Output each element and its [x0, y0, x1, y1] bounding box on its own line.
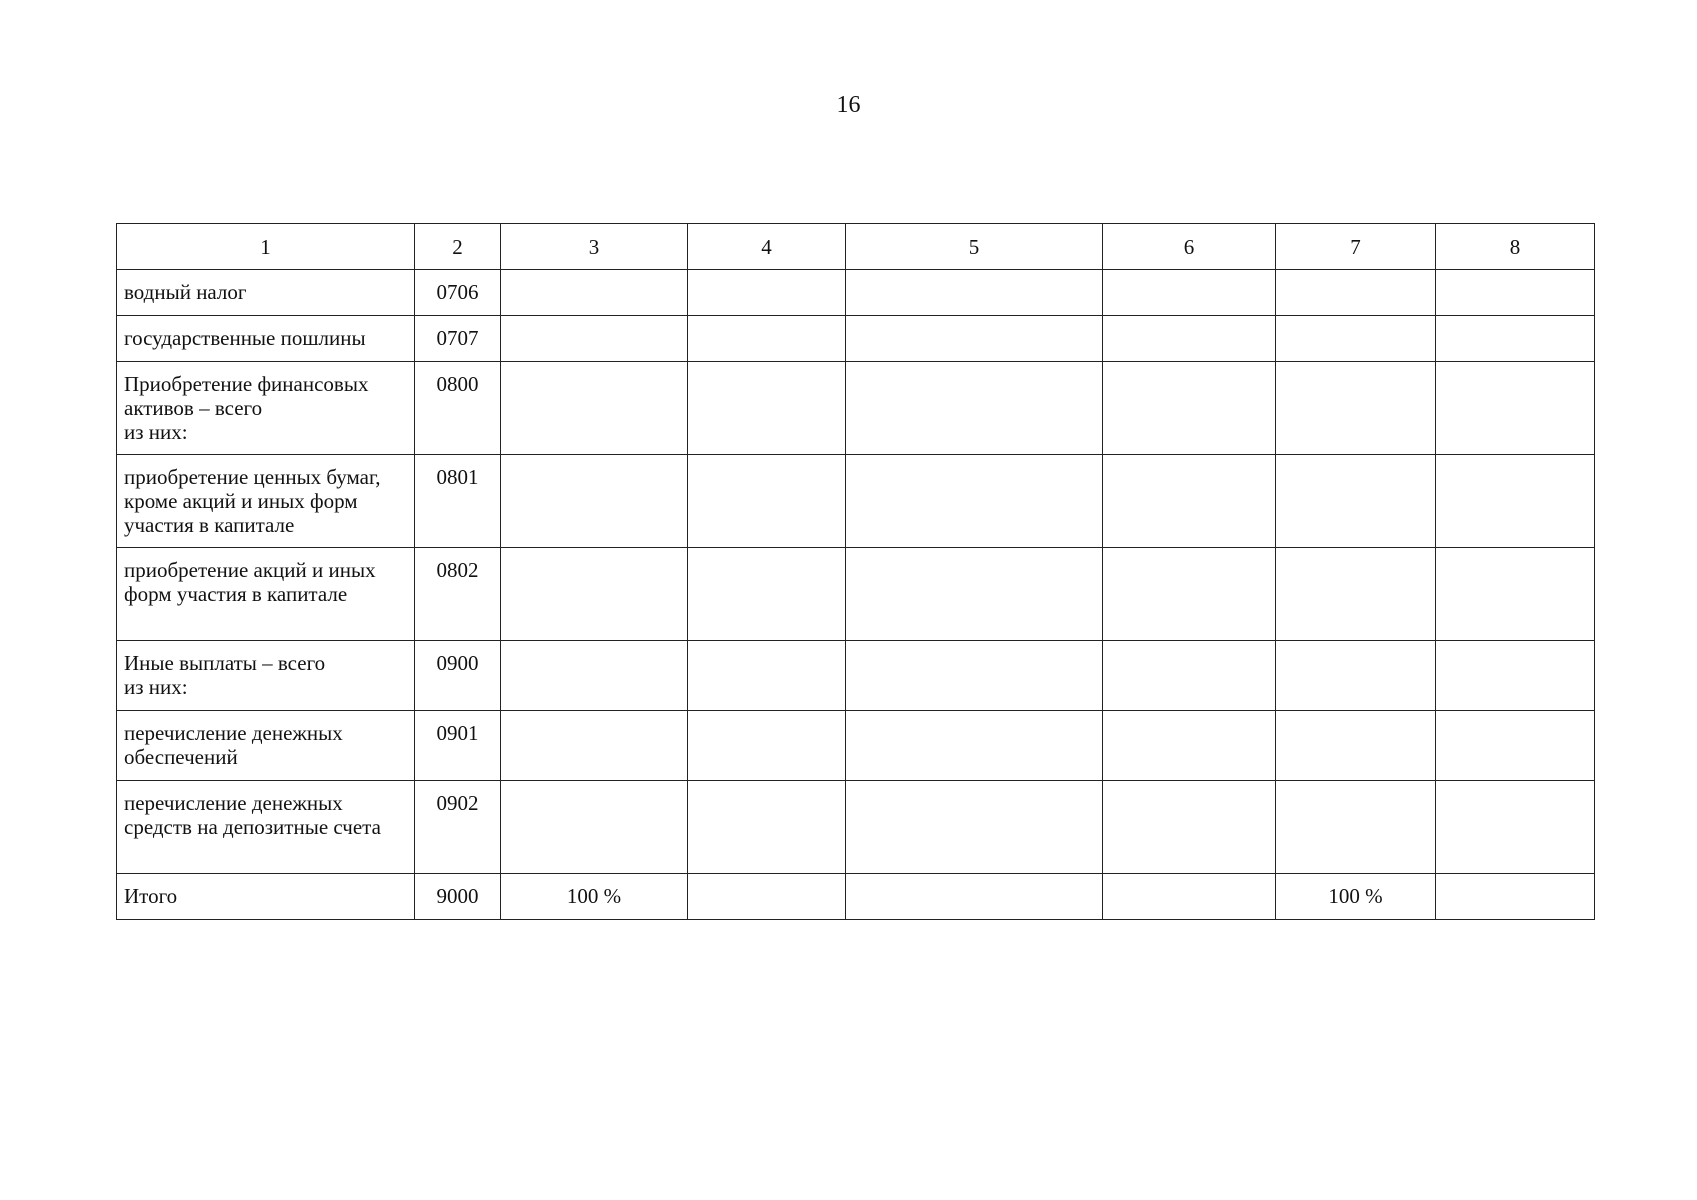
row-label: Приобретение финансовых активов – всего из них: [117, 362, 415, 455]
row-code: 0800 [415, 362, 501, 455]
row-code: 0801 [415, 455, 501, 548]
value-cell: 100 % [1276, 874, 1436, 920]
column-number: 2 [415, 224, 501, 270]
table-row [117, 362, 1595, 455]
value-cell [688, 548, 846, 641]
value-cell [1103, 316, 1276, 362]
table-row [117, 455, 1595, 548]
value-cell [1436, 548, 1595, 641]
table-row [117, 270, 1595, 316]
value-cell [1276, 711, 1436, 781]
row-label: перечисление денежных обеспечений [117, 711, 415, 781]
value-cell [1276, 362, 1436, 455]
value-cell [1103, 455, 1276, 548]
value-cell [1103, 548, 1276, 641]
row-code: 0707 [415, 316, 501, 362]
column-number: 6 [1103, 224, 1276, 270]
value-cell [688, 362, 846, 455]
column-number: 4 [688, 224, 846, 270]
value-cell [501, 362, 688, 455]
value-cell [1276, 548, 1436, 641]
row-label: Иные выплаты – всего из них: [117, 641, 415, 711]
row-label: водный налог [117, 270, 415, 316]
column-number: 5 [846, 224, 1103, 270]
value-cell: 100 % [501, 874, 688, 920]
value-cell [688, 641, 846, 711]
column-number: 7 [1276, 224, 1436, 270]
table-row [117, 781, 1595, 874]
value-cell [846, 641, 1103, 711]
value-cell [1103, 641, 1276, 711]
value-cell [1103, 270, 1276, 316]
value-cell [688, 781, 846, 874]
value-cell [501, 548, 688, 641]
value-cell [688, 270, 846, 316]
value-cell [1436, 455, 1595, 548]
table-row [117, 874, 1595, 920]
value-cell [1436, 362, 1595, 455]
value-cell [846, 548, 1103, 641]
value-cell [846, 711, 1103, 781]
value-cell [1436, 316, 1595, 362]
report-table [116, 223, 1595, 920]
value-cell [1276, 641, 1436, 711]
value-cell [1436, 711, 1595, 781]
row-code: 0902 [415, 781, 501, 874]
row-code: 9000 [415, 874, 501, 920]
row-label: Итого [117, 874, 415, 920]
value-cell [1436, 641, 1595, 711]
value-cell [688, 316, 846, 362]
value-cell [501, 781, 688, 874]
table-row [117, 641, 1595, 711]
value-cell [1103, 781, 1276, 874]
value-cell [1436, 781, 1595, 874]
row-code: 0900 [415, 641, 501, 711]
column-number: 3 [501, 224, 688, 270]
value-cell [1276, 270, 1436, 316]
value-cell [1276, 455, 1436, 548]
column-number: 8 [1436, 224, 1595, 270]
value-cell [1276, 316, 1436, 362]
table-row [117, 548, 1595, 641]
value-cell [1103, 362, 1276, 455]
value-cell [846, 270, 1103, 316]
value-cell [1103, 874, 1276, 920]
row-code: 0802 [415, 548, 501, 641]
value-cell [1436, 874, 1595, 920]
value-cell [1436, 270, 1595, 316]
value-cell [501, 641, 688, 711]
value-cell [501, 270, 688, 316]
value-cell [688, 711, 846, 781]
value-cell [501, 455, 688, 548]
page-number: 16 [836, 92, 861, 118]
row-label: приобретение акций и иных форм участия в капитале [117, 548, 415, 641]
value-cell [846, 874, 1103, 920]
row-label: перечисление денежных средств на депозитные счета [117, 781, 415, 874]
value-cell [846, 781, 1103, 874]
value-cell [501, 316, 688, 362]
value-cell [846, 362, 1103, 455]
row-label: приобретение ценных бумаг, кроме акций и иных форм участия в капитале [117, 455, 415, 548]
value-cell [688, 455, 846, 548]
column-number-row [117, 224, 1595, 270]
row-label: государственные пошлины [117, 316, 415, 362]
value-cell [1276, 781, 1436, 874]
value-cell [846, 455, 1103, 548]
table-row [117, 711, 1595, 781]
column-number: 1 [117, 224, 415, 270]
table-row [117, 316, 1595, 362]
value-cell [688, 874, 846, 920]
row-code: 0706 [415, 270, 501, 316]
value-cell [1103, 711, 1276, 781]
row-code: 0901 [415, 711, 501, 781]
value-cell [846, 316, 1103, 362]
value-cell [501, 711, 688, 781]
